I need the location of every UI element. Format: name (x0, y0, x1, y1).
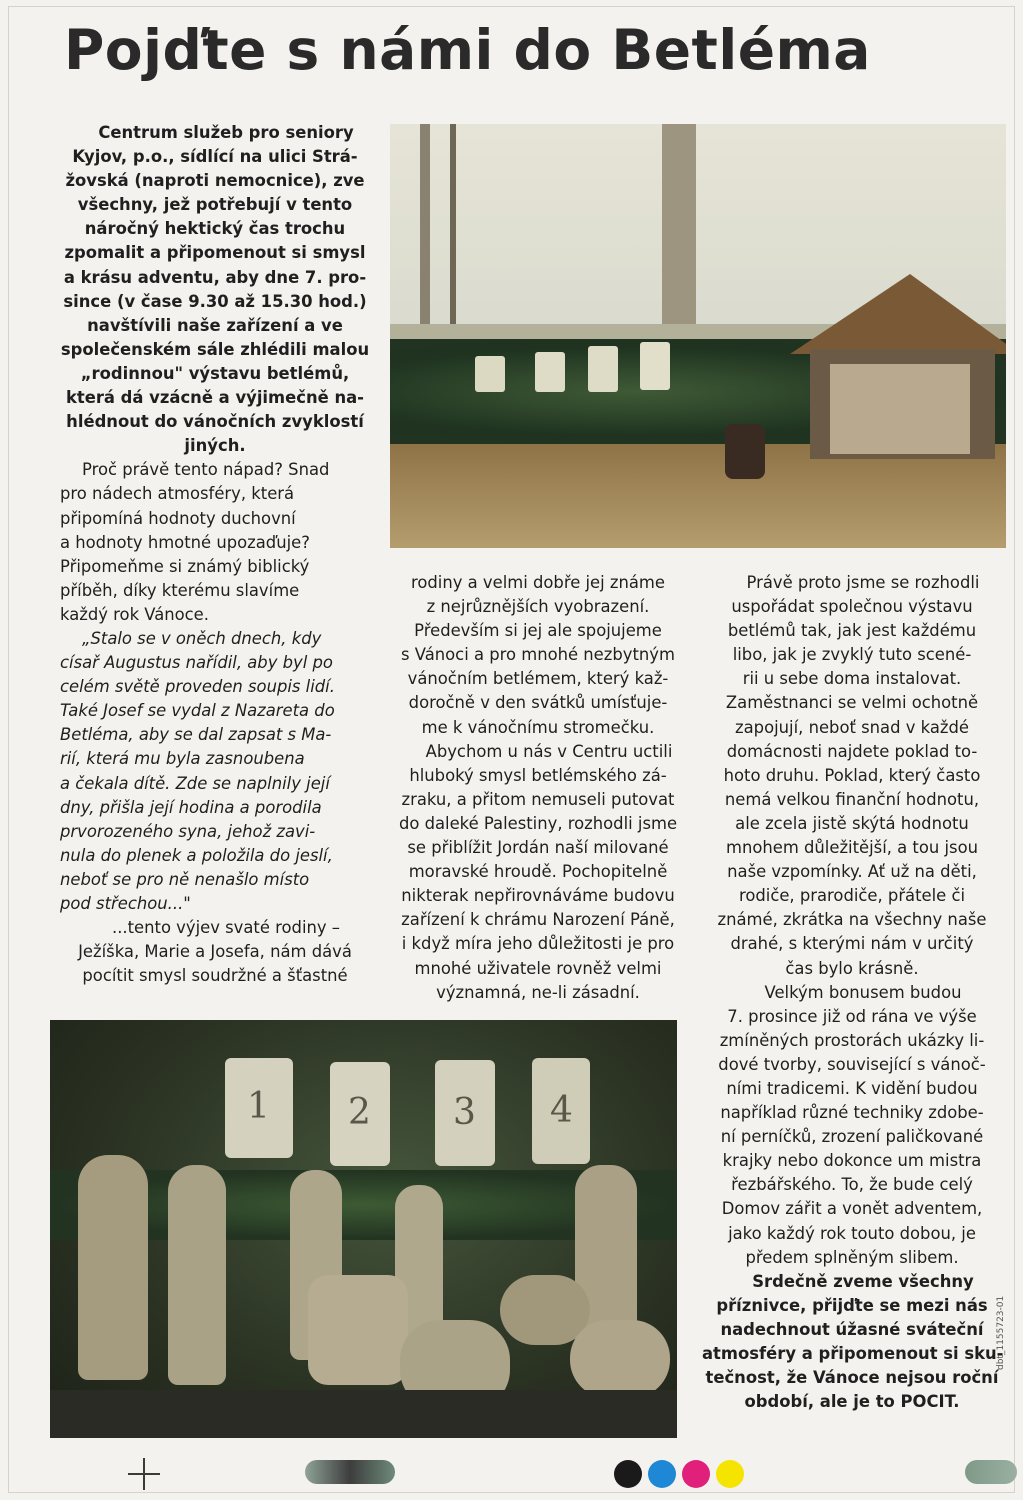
text-line: Ježíška, Marie a Josefa, nám dává (78, 942, 352, 962)
text-line: hoto druhu. Poklad, který často (723, 765, 981, 785)
text-line: náročný hektický čas trochu (84, 219, 346, 239)
text-line: pro nádech atmosféry, která (60, 484, 295, 504)
text-line: čas bylo krásně. (785, 958, 919, 978)
text-line: Také Josef se vydal z Nazareta do (60, 701, 335, 721)
bible-quote (60, 627, 370, 916)
text-line: dny, přišla její hodina a porodila (60, 797, 322, 817)
text-line: Domov zářit a vonět adventem, (721, 1199, 983, 1219)
text-line: me k vánočnímu stromečku. (421, 717, 655, 737)
cyan-dot-icon (648, 1460, 676, 1488)
candle-number: 3 (453, 1092, 476, 1133)
text-line: pod střechou..." (60, 894, 191, 913)
text-line: rodiny a velmi dobře jej známe (411, 573, 665, 592)
text-line: krajky nebo dokonce um mistra (722, 1151, 982, 1171)
text-line: Kyjov, p.o., sídlící na ulici Strá- (72, 147, 358, 167)
text-line: například různé techniky zdobe- (720, 1103, 984, 1123)
text-line: navštívili naše zařízení a ve (87, 315, 343, 335)
candle-1 (225, 1058, 293, 1158)
text-line: zpomalit a připomenout si smysl (64, 243, 366, 263)
paragraph-3 (60, 916, 370, 988)
text-line: ...tento výjev svaté rodiny – (111, 918, 340, 938)
text-line: Centrum služeb pro seniory (98, 123, 354, 142)
candle-4 (532, 1058, 590, 1164)
text-line: zmíněných prostorách ukázky li- (719, 1030, 985, 1050)
text-line: jako každý rok touto dobou, je (728, 1223, 976, 1243)
text-line: se přiblížit Jordán naší milované (407, 838, 669, 858)
text-line: tečnost, že Vánoce nejsou roční (705, 1368, 999, 1388)
text-line: dové tvorby, související s vánoč- (718, 1054, 986, 1074)
text-line: příznivce, přijďte se mezi nás (716, 1295, 988, 1315)
text-line: zraku, a přitom nemuseli putovat (401, 789, 675, 809)
photo-advent-wreath-nativity (390, 124, 1006, 548)
text-line: ní perníčků, zrození paličkované (720, 1127, 984, 1147)
gray-color-bar (305, 1460, 395, 1484)
text-line: i když míra jeho důležitosti je pro (401, 934, 675, 954)
text-line: prvorozeného syna, jehož zavi- (60, 821, 316, 841)
text-line: vánočním betlémem, který kaž- (407, 669, 669, 689)
text-line: mnohé uživatele rovněž velmi (414, 958, 662, 978)
text-line: Srdečně zveme všechny (752, 1271, 974, 1291)
candle-3 (435, 1060, 495, 1166)
text-line: Proč právě tento nápad? Snad (82, 460, 330, 480)
column-3 (702, 571, 1002, 1414)
text-line: připomíná hodnoty duchovní (60, 508, 296, 528)
print-code: dbt_1155723-01 (996, 1295, 1006, 1370)
text-line: zapojují, neboť snad v každé (735, 717, 969, 737)
text-line: domácnosti najdete poklad to- (726, 741, 978, 761)
text-line: mnohem důležitější, a tou jsou (725, 838, 978, 858)
text-line: každý rok Vánoce. (60, 604, 209, 624)
candle-number: 1 (247, 1086, 270, 1127)
text-line: drahé, s kterými nám v určitý (730, 934, 974, 954)
text-line: nula do plenek a položila do jeslí, (60, 845, 333, 865)
text-line: Abychom u nás v Centru uctili (425, 741, 673, 761)
registration-cross-icon (128, 1458, 160, 1490)
text-line: celém světě proveden soupis lidí. (60, 677, 335, 697)
candle-number: 2 (348, 1092, 371, 1133)
text-line: nikterak nepřirovnáváme budovu (401, 886, 675, 906)
text-line: nemá velkou finanční hodnotu, (724, 789, 980, 809)
paragraph-2 (60, 458, 370, 627)
gray-color-bar-right (965, 1460, 1017, 1484)
text-line: rií, která mu byla zasnoubena (60, 749, 305, 769)
text-line: doročně v den svátků umísťuje- (408, 693, 668, 713)
candle-2 (330, 1062, 390, 1166)
text-line: hluboký smysl betlémského zá- (409, 765, 667, 785)
text-line: nadechnout úžasné sváteční (720, 1319, 984, 1339)
black-dot-icon (614, 1460, 642, 1488)
text-line: atmosféry a připomenout si sku- (702, 1344, 1004, 1363)
text-line: příběh, díky kterému slavíme (60, 580, 300, 600)
text-line: ale zcela jistě skýtá hodnotu (735, 813, 969, 833)
text-line: řezbářského. To, že bude celý (731, 1175, 973, 1195)
text-line: jiných. (184, 436, 246, 456)
text-line: hlédnout do vánočních zvyklostí (66, 412, 364, 432)
yellow-dot-icon (716, 1460, 744, 1488)
photo-carved-nativity-figures (50, 1020, 677, 1438)
text-line: všechny, jež potřebují v tento (77, 195, 353, 215)
text-line: rodiče, prarodiče, přátele či (738, 886, 966, 906)
text-line: Betléma, aby se dal zapsat s Ma- (60, 725, 332, 745)
column-1 (60, 121, 370, 988)
text-line: a hodnoty hmotné upozaďuje? (60, 532, 310, 552)
text-line: žovská (naproti nemocnice), zve (65, 171, 365, 191)
text-line: libo, jak je zvyklý tuto scené- (732, 645, 972, 665)
intro-paragraph (60, 121, 370, 458)
paragraph-continuation (383, 571, 693, 740)
text-line: rii u sebe doma instalovat. (742, 669, 962, 689)
text-line: Právě proto jsme se rozhodli (746, 573, 980, 592)
text-line: a krásu adventu, aby dne 7. pro- (63, 267, 367, 287)
text-line: 7. prosince již od rána ve výše (727, 1006, 977, 1026)
text-line: pocítit smysl soudržné a šťastné (82, 966, 348, 986)
text-line: „Stalo se v oněch dnech, kdy (82, 628, 322, 648)
text-line: která dá vzácně a výjimečně na- (65, 388, 364, 408)
text-line: významná, ne-li zásadní. (436, 982, 640, 1002)
text-line: ními tradicemi. K vidění budou (726, 1078, 978, 1098)
text-line: neboť se pro ně nenašlo místo (60, 869, 310, 889)
text-line: Zaměstnanci se velmi ochotně (725, 693, 979, 713)
column-2 (383, 571, 693, 1005)
text-line: z nejrůznějších vyobrazení. (426, 597, 650, 617)
paragraph-centrum (383, 740, 693, 1005)
text-line: betlémů tak, jak jest každému (727, 621, 977, 641)
text-line: Velkým bonusem budou (764, 982, 962, 1002)
text-line: do daleké Palestiny, rozhodli jsme (398, 813, 678, 833)
text-line: naše vzpomínky. Ať už na děti, (727, 862, 977, 882)
candle-number: 4 (550, 1090, 573, 1131)
text-line: císař Augustus nařídil, aby byl po (60, 653, 333, 673)
text-line: společenském sále zhlédili malou (60, 339, 370, 359)
text-line: „rodinnou" výstavu betlémů, (80, 363, 350, 383)
closing-invitation (702, 1270, 1002, 1415)
text-line: uspořádat společnou výstavu (731, 597, 973, 617)
text-line: předem splněným slibem. (745, 1247, 959, 1267)
text-line: známé, zkrátka na všechny naše (717, 910, 987, 930)
paragraph-bonus (702, 981, 1002, 1270)
text-line: a čekala dítě. Zde se naplnily její (60, 773, 330, 793)
text-line: období, ale je to POCIT. (744, 1392, 960, 1412)
text-line: zařízení k chrámu Narození Páně, (401, 910, 675, 930)
text-line: Především si jej ale spojujeme (414, 621, 662, 641)
text-line: s Vánoci a pro mnohé nezbytným (401, 645, 675, 665)
text-line: since (v čase 9.30 až 15.30 hod.) (63, 291, 367, 311)
article-headline: Pojďte s námi do Betléma (64, 18, 871, 82)
text-line: Připomeňme si známý biblický (60, 556, 310, 576)
paragraph-exhibition (702, 571, 1002, 981)
text-line: moravské hroudě. Pochopitelně (408, 862, 668, 882)
magenta-dot-icon (682, 1460, 710, 1488)
